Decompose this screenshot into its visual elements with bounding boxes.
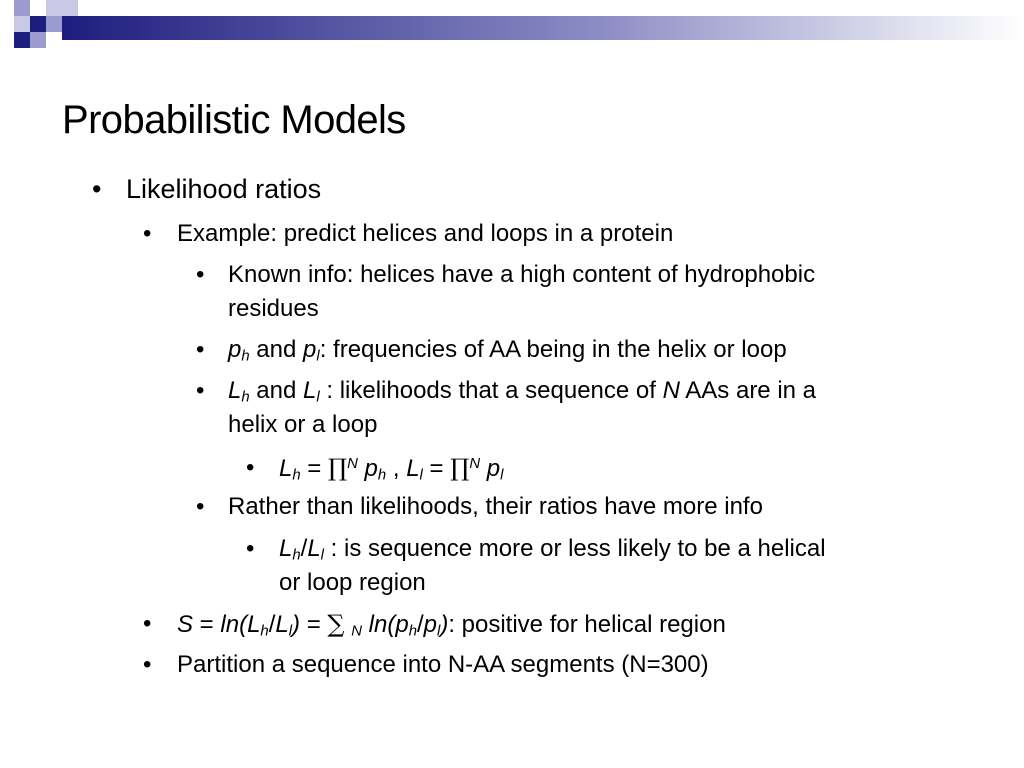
var-S: S [177,611,194,638]
text-rest: : is sequence more or less likely to be a helical [323,535,826,562]
sub-h: h [292,467,301,484]
text-rest: : likelihoods that a sequence of [319,377,663,404]
sub-h: h [260,623,269,640]
text-rest: : frequencies of AA being in the helix or loop [319,336,787,363]
var-L: L [228,377,242,404]
bullet-text-continuation: residues [228,295,319,322]
header-square [14,0,30,16]
var-p: p [364,455,378,482]
bullet-glyph: • [246,535,255,562]
header-square [30,32,46,48]
bullet-glyph: • [196,336,205,363]
var-L: L [247,611,261,638]
bullet-text-continuation: or loop region [279,569,426,596]
var-N: N [662,377,680,404]
product-symbol: ∏ [450,454,470,482]
header-decoration [0,0,1024,50]
sub-l: l [419,467,423,484]
paren-close: ) [292,611,301,638]
text-comma: , [386,455,407,482]
bullet-text: Example: predict helices and loops in a protein [177,220,674,247]
text-eq: = [422,455,451,482]
paren-open: ( [387,611,396,638]
sub-l: l [288,623,293,640]
bullet-glyph: • [196,377,205,404]
sub-l: l [500,467,504,484]
sub-l: l [316,389,320,406]
product-symbol: ∏ [328,454,348,482]
sub-N: N [351,623,362,640]
text-slash: / [268,611,276,638]
sub-l: l [437,623,441,640]
bullet-glyph: • [143,220,152,247]
bullet-glyph: • [143,651,152,678]
var-L: L [275,611,289,638]
sub-h: h [241,389,250,406]
sub-h: h [408,623,417,640]
bullet-text: Known info: helices have a high content of hydrophobic [228,261,816,288]
text-slash: / [300,535,308,562]
sup-N: N [469,455,481,472]
bullet-text: Likelihood ratios [126,174,322,204]
sup-N: N [347,455,358,472]
header-square [30,16,46,32]
sub-h: h [292,547,301,564]
bullet-text [279,532,826,566]
var-L: L [279,535,293,562]
func-ln: ln [220,611,240,638]
header-square [14,16,30,32]
bullet-text: Partition a sequence into N-AA segments (N=300) [177,651,709,678]
var-L: L [279,455,293,482]
text-slash: / [416,611,424,638]
formula-text [279,451,503,486]
text-rest: : positive for helical region [448,611,726,638]
slide-title: Probabilistic Models [62,98,406,142]
var-p: p [395,611,409,638]
sub-l: l [316,348,320,365]
bullet-text [228,374,816,408]
var-p: p [303,336,317,363]
sub-h: h [241,348,250,365]
paren-close: ) [440,611,449,638]
paren-open: ( [239,611,248,638]
text-eq: = [300,611,328,638]
bullet-glyph: • [92,174,102,204]
var-p: p [228,336,242,363]
sub-h: h [377,467,387,484]
sub-l: l [320,547,324,564]
header-gradient-bar [62,16,1024,40]
func-ln: ln [368,611,388,638]
var-L: L [406,455,420,482]
sum-symbol: ∑ [327,610,345,638]
header-square [62,0,78,16]
header-square [46,0,62,16]
header-square [46,16,62,32]
var-L: L [303,377,317,404]
text-and: and [249,336,304,363]
bullet-text: Rather than likelihoods, their ratios have more info [228,493,763,520]
bullet-text-continuation: helix or a loop [228,411,378,438]
var-L: L [307,535,321,562]
var-p: p [486,455,501,482]
header-square [14,32,30,48]
text-rest: AAs are in a [679,377,817,404]
text-eq: = [300,455,328,482]
var-p: p [423,611,437,638]
bullet-glyph: • [246,454,255,481]
text-eq: = [193,611,221,638]
bullet-text [228,333,787,367]
bullet-glyph: • [143,610,152,637]
bullet-glyph: • [196,493,205,520]
bullet-glyph: • [196,261,205,288]
text-and: and [249,377,304,404]
formula-text [177,607,726,642]
